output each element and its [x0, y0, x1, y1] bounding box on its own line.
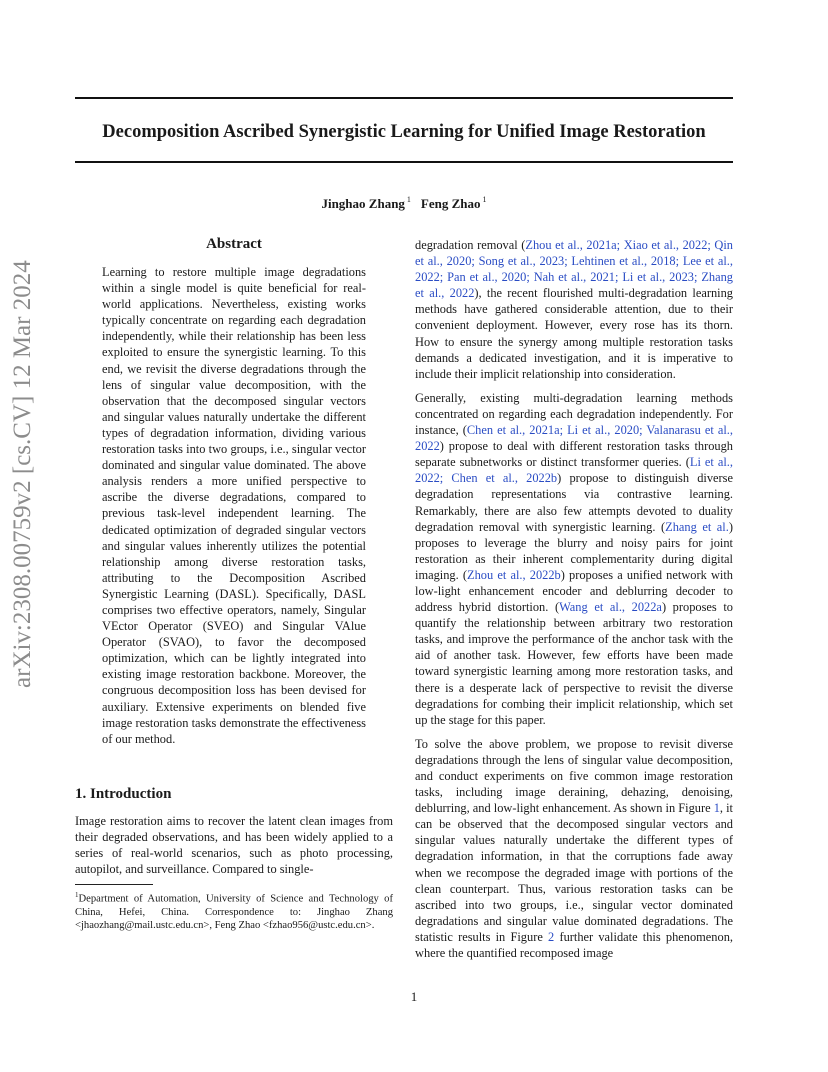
citation-link[interactable]: Chen et al., 2021a; Li et al., 2020; Valanarasu et al., 2022 [415, 423, 733, 454]
author-name: Feng Zhao [420, 196, 481, 211]
page-number: 1 [410, 989, 418, 1004]
paragraph-text: To solve the above problem, we propose to revisit diverse degradations through the lens of singular value decomposition, and conduct experiments on five common image restoration tasks, including image deraining, dehazing, denoising, deblurring, and low-light enhancement. As shown in Figure [415, 736, 733, 816]
citation-link[interactable]: Zhang et al. [665, 519, 729, 534]
paragraph-text: ) proposes to leverage the blurry and noisy pairs for joint restoration as their inherent complementarity during digital imaging. ( [415, 519, 733, 582]
paragraph-text: ) proposes to quantify the relationship between arbitrary two restoration tasks, and improve the performance of the anchor task with the aid of another task. However, few efforts have been made toward synergistic learning among more restoration tasks, and there is a desperate lack of perspective to revisit the diverse degradations for combing their implicit relationship, which set up the stage for this paper. [415, 600, 733, 727]
arxiv-identifier-stamp[interactable]: arXiv:2308.00759v2 [cs.CV] 12 Mar 2024 [9, 260, 36, 688]
citation-link[interactable]: Zhou et al., 2021a; Xiao et al., 2022; Qin et al., 2020; Song et al., 2023; Lehtinen et al., 2018; Lee et al., 2022; Pan et al., 2020; Nah et al., 2021; Li et al., 2023; Zhang et al., 2022 [415, 238, 734, 301]
figure-reference-link[interactable]: 1 [713, 801, 720, 816]
paragraph-text: degradation removal ( [415, 238, 526, 252]
top-rule [75, 97, 733, 99]
title-bottom-rule [75, 161, 733, 163]
author-list [75, 191, 733, 213]
paragraph [415, 736, 733, 961]
author-affiliation-mark: 1 [482, 195, 487, 204]
citation-link[interactable]: Zhou et al., 2022b [467, 567, 561, 582]
footnote-mark: 1 [75, 891, 79, 899]
footnote-rule [75, 884, 153, 885]
citation-link[interactable]: Li et al., 2022; Chen et al., 2022b [415, 455, 733, 486]
introduction-paragraph: Image restoration aims to recover the latent clean images from their degraded observations, and has been widely applied to a series of real-world scenarios, such as photo processing, autopilot, and surveillance. Compared to single- [75, 814, 393, 877]
paragraph [415, 237, 733, 382]
paragraph-text: further validate this phenomenon, where the quantified recomposed image [415, 929, 733, 961]
citation-link[interactable]: Wang et al., 2022a [559, 600, 662, 615]
author-affiliation-mark: 1 [406, 195, 411, 204]
abstract-text: Learning to restore multiple image degradations within a single model is quite beneficial for real-world applications. Nevertheless, existing works typically concentrate on regarding each degradation independently, while their relationship has been less exploited to ensure the synergistic learning. To this end, we revisit the diverse degradations through the lens of singular value decomposition, with the observation that the decomposed singular vectors and singular values naturally undertake the different types of degradation information, dividing various restoration tasks into two groups, i.e., singular vector dominated and singular value dominated. The above analysis renders a more unified perspective to ascribe the diverse degradations, compared to previous task-level independent learning. The dedicated optimization of degraded singular vectors and singular values inherently utilizes the potential relationship among diverse restoration tasks, attributing to the Decomposition Ascribed Synergistic Learning (DASL). Specifically, DASL comprises two effective operators, namely, Singular VEctor Operator (SVEO) and Singular VAlue Operator (SVAO), to favor the decomposed optimization, which can be lightly integrated into existing image restoration backbone. Moreover, the congruous decomposition loss has been devised for auxiliary. Extensive experiments on blended five image restoration tasks demonstrate the effectiveness of our method. [102, 265, 366, 746]
paragraph-text: Generally, existing multi-degradation learning methods concentrated on regarding each degradation independently. For instance, ( [415, 390, 733, 438]
footnote-text: Department of Automation, University of Science and Technology of China, Hefei, China. Correspondence to: Jinghao Zhang <jhaozhang@mail.ustc.edu.cn>, Feng Zhao <fzhao956@ustc.edu.cn>. [75, 893, 393, 931]
paragraph-text: ) propose to distinguish diverse degradation representations via contrastive learning. Remarkably, there are also few attempts devoted to duality degradation removal with synergistic learning. ( [415, 471, 733, 534]
paragraph-text: ), the recent flourished multi-degradation learning methods have gathered considerable attention, due to their convenient deployment. However, every rose has its thorn. How to ensure the synergy among multiple restoration tasks demands a dedicated investigation, and it is imperative to include their implicit relationship into consideration. [415, 286, 733, 381]
section-heading-introduction: 1. Introduction [75, 786, 172, 802]
paragraph-text: ) propose to deal with different restoration tasks through separate subnetworks or distinct transformer queries. ( [415, 439, 733, 470]
right-column [415, 237, 733, 969]
author-name: Jinghao Zhang [321, 196, 405, 211]
paper-title: Decomposition Ascribed Synergistic Learning for Unified Image Restoration [102, 122, 706, 142]
abstract-heading: Abstract [206, 236, 262, 252]
paragraph-text: , it can be observed that the decomposed singular vectors and singular values naturally undertake the different types of degradation information, in that the corruptions fade away when we recompose the degraded image with portions of the clean counterpart. Thus, various restoration tasks can be ascribed into two groups, i.e., singular vector dominated degradations and singular value dominated degradations. The statistic results in Figure [415, 801, 733, 944]
figure-reference-link[interactable]: 2 [548, 929, 555, 944]
paragraph [415, 390, 733, 728]
paragraph-text: ) proposes a unified network with low-light enhancement encoder and deblurring decoder to address hybrid distortion. ( [415, 567, 733, 615]
footnote [75, 889, 393, 932]
